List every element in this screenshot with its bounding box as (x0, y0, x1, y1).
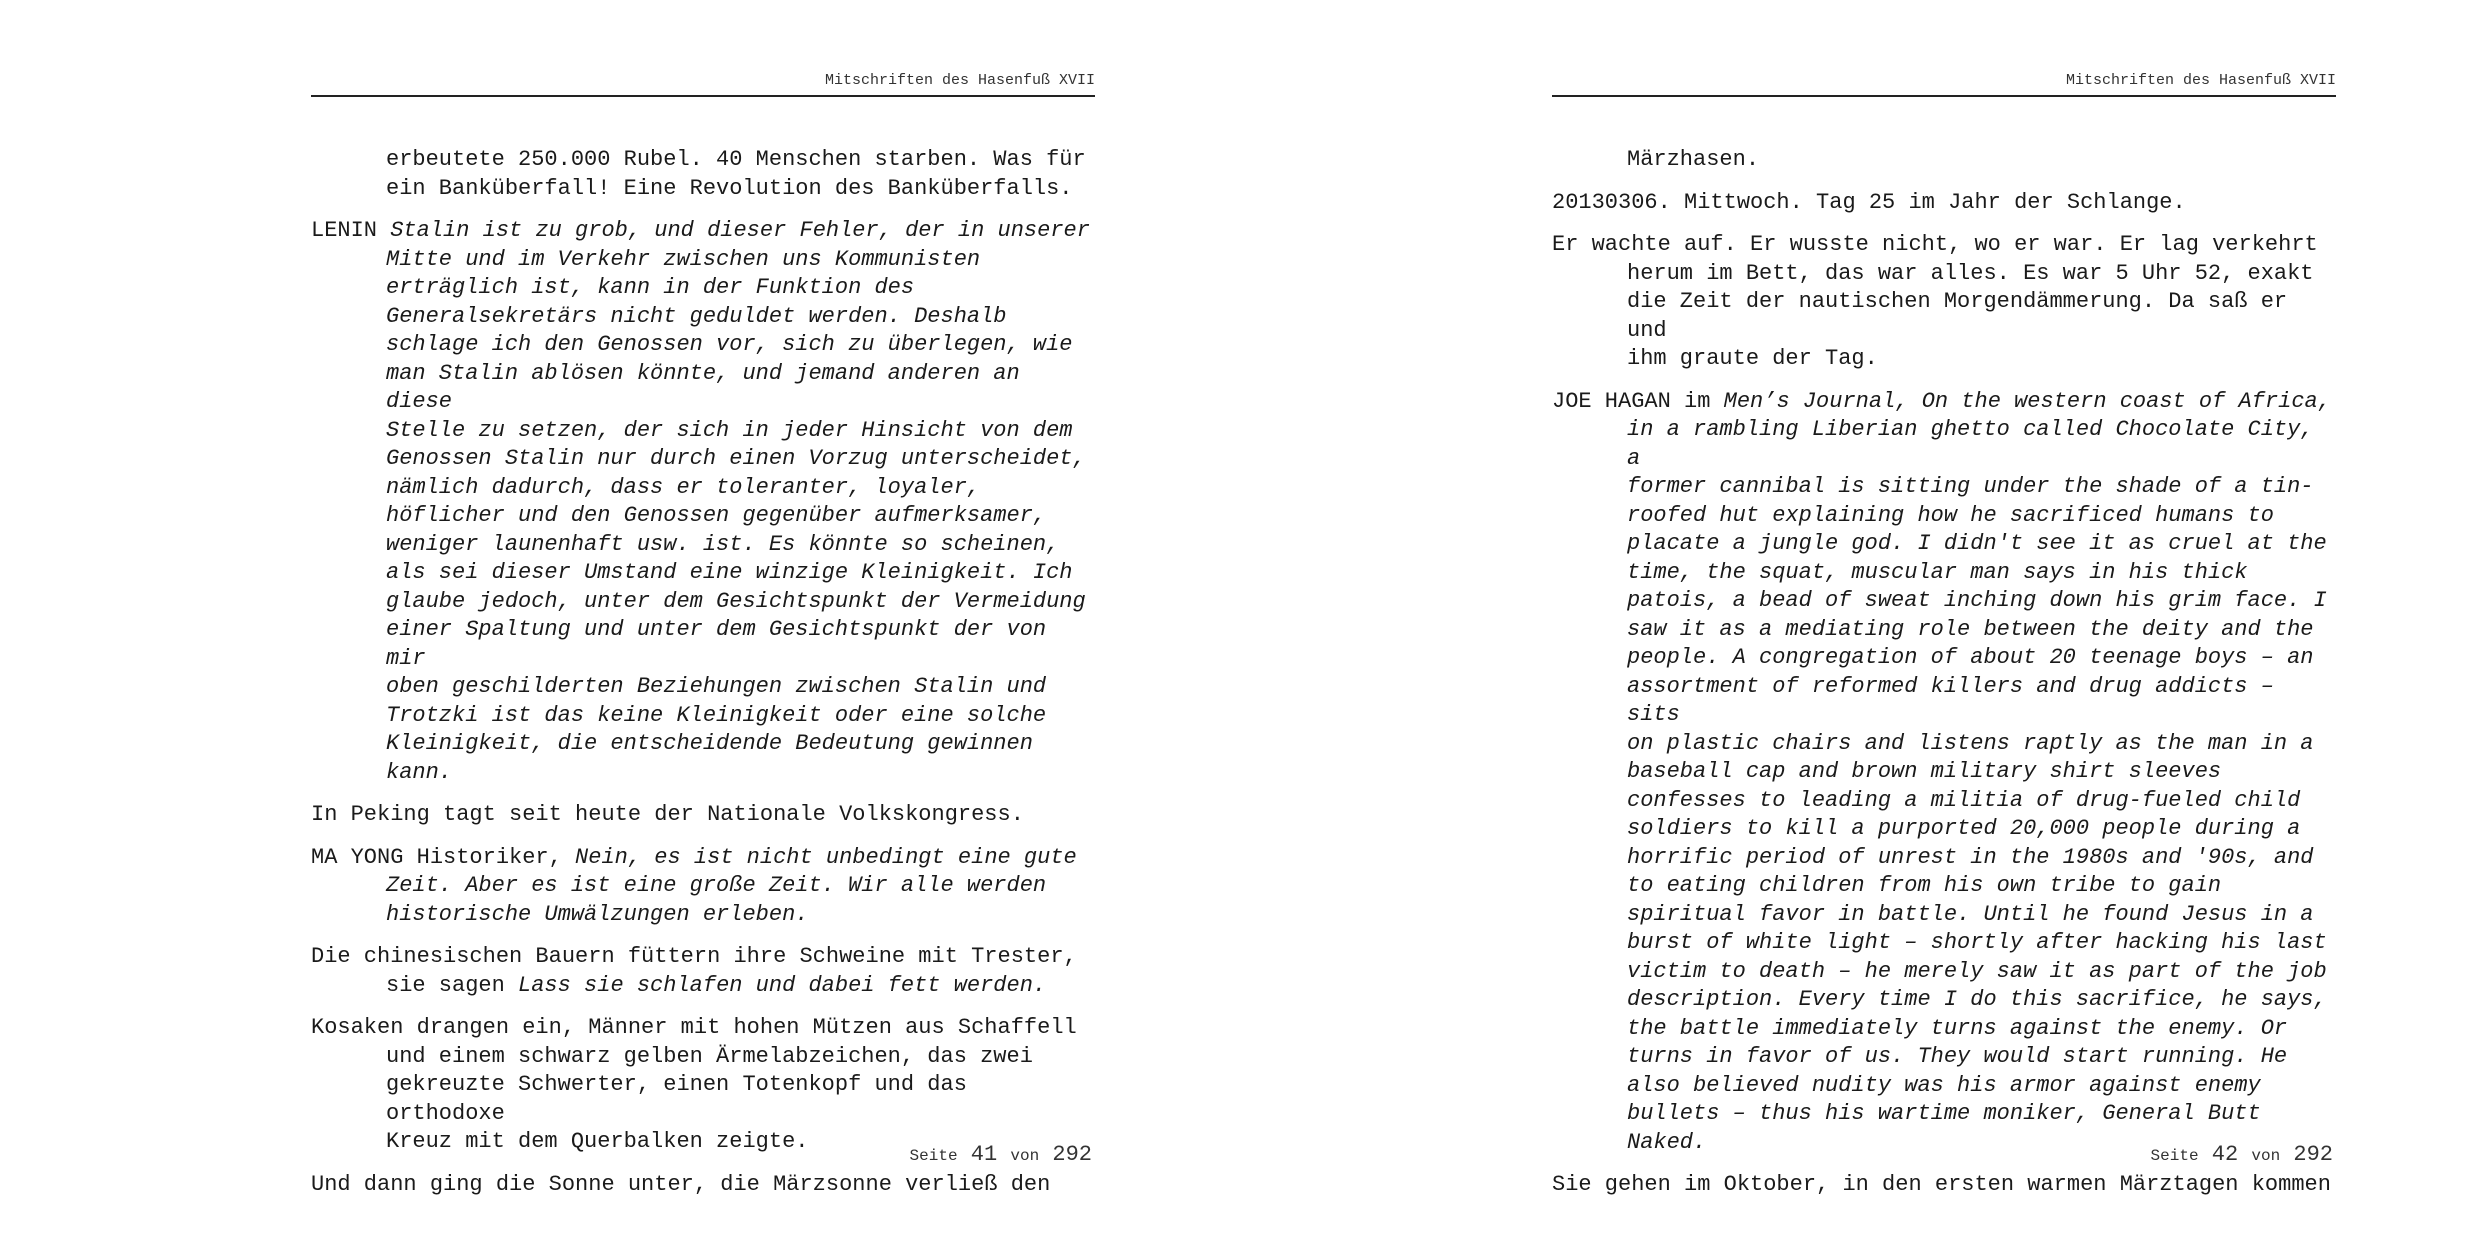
folio-total: 292 (1052, 1142, 1092, 1167)
paragraph-oktober: Sie gehen im Oktober, in den ersten warmen Märztagen kommen (1552, 1172, 2331, 1197)
speaker-name: MA YONG Historiker, (311, 844, 562, 870)
paragraph-bauern (311, 943, 1095, 1000)
paragraph-volkskongress: In Peking tagt seit heute der Nationale Volkskongress. (311, 802, 1024, 827)
paragraph-ma-yong-quote (311, 844, 1095, 930)
folio-label: Seite (2150, 1147, 2199, 1165)
folio-number: 41 (970, 1142, 998, 1167)
speaker-name: LENIN (311, 218, 378, 243)
folio-label: Seite (909, 1147, 958, 1165)
folio-of: von (2251, 1147, 2281, 1165)
page-number (2151, 1142, 2333, 1167)
folio-total: 292 (2293, 1142, 2333, 1167)
diary-date-line: 20130306. Mittwoch. Tag 25 im Jahr der Schlange. (1552, 189, 2186, 215)
quote-text: On the western coast of Africa, in a rambling Liberian ghetto called Chocolate City, a former cannibal is sitting under the shade of a tin- roofed hut explaining how he sacrificed humans to placate a jungle god. I didn't see it as cruel at the time, the squat, muscular man says in his thick patois, a bead of sweat inching down his grim face. I saw it as a mediating role between the deity and the people. A congregation of about 20 teenage boys – an assortment of reformed killers and drug addicts – sits on plastic chairs and listens raptly as the man in a baseball cap and brown military shirt sleeves confesses to leading a militia of drug-fueled child soldiers to kill a purported 20,000 people during a horrific period of unrest in the 1980s and '90s, and to eating children from his own tribe to gain spiritual favor in battle. Until he found Jesus in a burst of white light – shortly after hacking his last victim to death – he merely saw it as part of the job description. Every time I do this sacrifice, he says, the battle immediately turns against the enemy. Or turns in favor of us. They would start running. He also believed nudity was his armor against enemy bullets – thus his wartime moniker, General Butt Naked. (1627, 388, 2331, 1155)
speaker-name: JOE HAGAN im (1552, 388, 1711, 414)
quote-text: Stalin ist zu grob, und dieser Fehler, der in unserer Mitte und im Verkehr zwischen uns Kommunisten erträglich ist, kann in der Funktion des Generalsekretärs nicht geduldet werden. Deshalb schlage ich den Genossen vor, sich zu überlegen, wie man Stalin ablösen könnte, und jemand anderen an diese Stelle zu setzen, der sich in jeder Hinsicht von dem Genossen Stalin nur durch einen Vorzug unterscheidet, nämlich dadurch, dass er toleranter, loyaler, höflicher und den Genossen gegenüber aufmerksamer, weniger launenhaft usw. ist. Es könnte so scheinen, als sei dieser Umstand eine winzige Kleinigkeit. Ich glaube jedoch, unter dem Gesichtspunkt der Vermeidung einer Spaltung und unter dem Gesichtspunkt der von mir oben geschilderten Beziehungen zwischen Stalin und Trotzki ist das keine Kleinigkeit oder eine solche Kleinigkeit, die entscheidende Bedeutung gewinnen kann. (386, 218, 1090, 785)
paragraph-continuation: Märzhasen. (1627, 147, 1760, 172)
paragraph-text: Die chinesischen Bauern füttern ihre Schweine mit Trester, sie sagen (311, 944, 1077, 998)
paragraph-lenin-quote (311, 217, 1095, 787)
paragraph-continuation: erbeutete 250.000 Rubel. 40 Menschen starben. Was für ein Banküberfall! Eine Revolution des Banküberfalls. (386, 147, 1086, 201)
quote-text: Lass sie schlafen und dabei fett werden. (518, 972, 1047, 998)
folio-number: 42 (2211, 1142, 2239, 1167)
running-head: Mitschriften des Hasenfuß XVII (311, 72, 1095, 97)
page-number (910, 1142, 1092, 1167)
left-page (311, 0, 1095, 1240)
paragraph-sonne: Und dann ging die Sonne unter, die Märzsonne verließ den (311, 1171, 1051, 1197)
page-body (1552, 146, 2336, 1214)
page-body (311, 146, 1095, 1213)
quote-text: Nein, es ist nicht unbedingt eine gute Zeit. Aber es ist eine große Zeit. Wir alle werden historische Umwälzungen erleben. (386, 844, 1077, 927)
paragraph-kosaken: Kosaken drangen ein, Männer mit hohen Mützen aus Schaffell und einem schwarz gelben Ärmelabzeichen, das zwei gekreuzte Schwerter, einen Totenkopf und das orthodoxe Kreuz mit dem Querbalken zeigte. (311, 1015, 1077, 1154)
paragraph-aufwachen: Er wachte auf. Er wusste nicht, wo er war. Er lag verkehrt herum im Bett, das war alles. Es war 5 Uhr 52, exakt die Zeit der nautischen Morgendämmerung. Da saß er und ihm graute der Tag. (1552, 232, 2318, 371)
paragraph-hagan-quote (1552, 388, 2336, 1158)
folio-of: von (1010, 1147, 1040, 1165)
source-title: Men’s Journal, (1723, 388, 1909, 414)
right-page (1552, 0, 2336, 1240)
running-head: Mitschriften des Hasenfuß XVII (1552, 72, 2336, 97)
